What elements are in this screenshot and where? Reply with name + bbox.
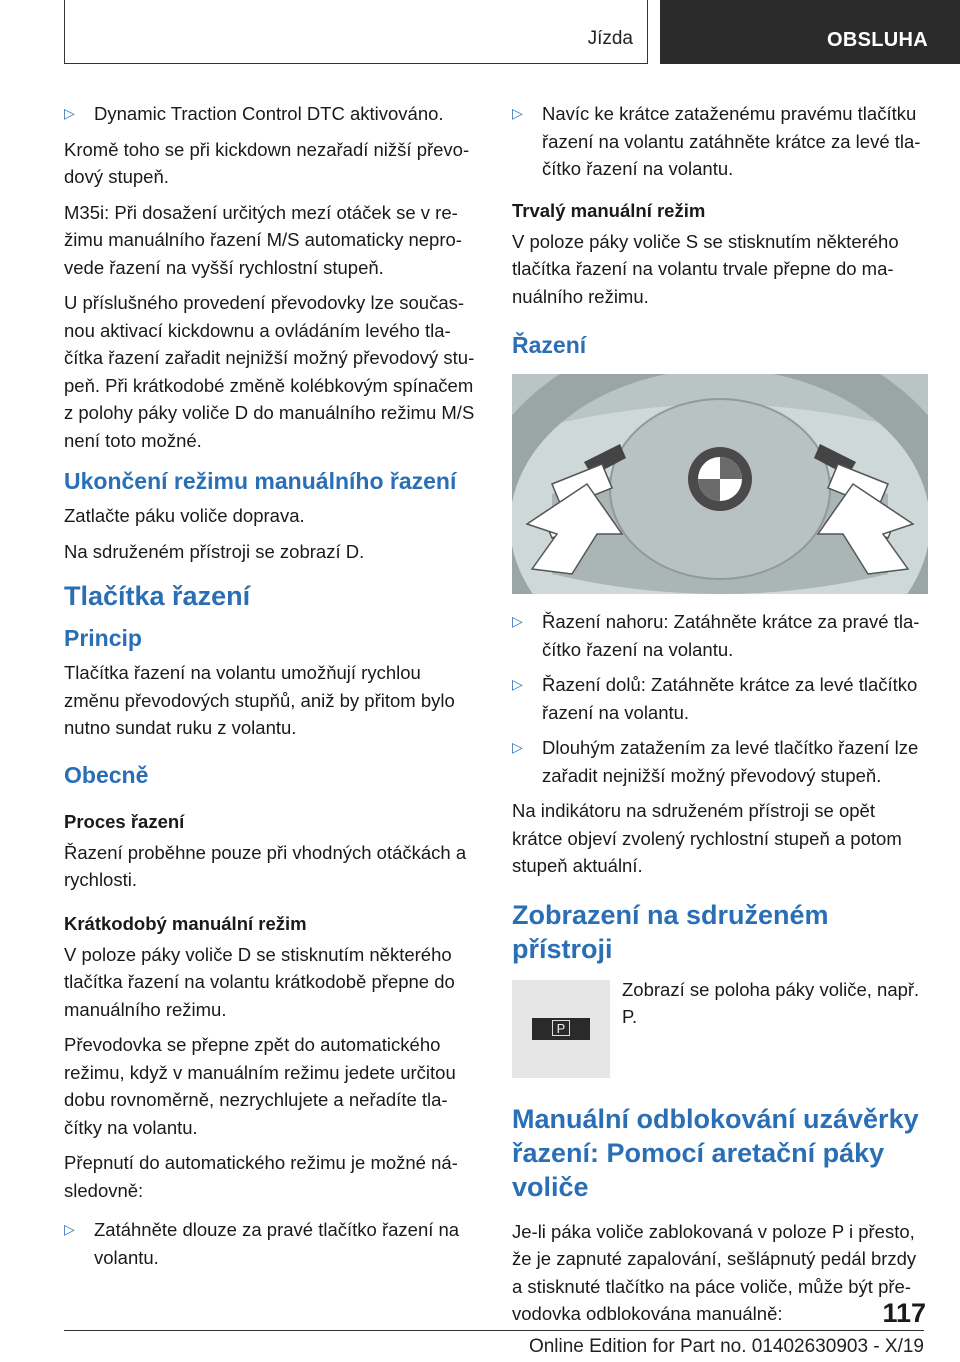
header-chapter-tab: OBSLUHA	[660, 0, 960, 64]
list-item-text: Dlouhým zatažením za levé tlačítko řazení lze zařadit nejnižší možný převodový stupeň.	[542, 737, 919, 786]
footer-edition: Online Edition for Part no. 01402630903 - X/19	[528, 1336, 924, 1357]
paragraph: V poloze páky voliče D se stisknutím některého tlačítka řazení na volantu krátkodobě přepne do manuálního režimu.	[64, 943, 455, 1020]
list-item-text: Navíc ke krátce zataženému pravému tlačítku řazení na volantu zatáhněte krátce za levé tla-čítko řazení na volantu.	[542, 103, 921, 179]
subheading: Trvalý manuální režim	[512, 199, 706, 221]
paragraph: Na indikátoru na sdruženém přístroji se opět krátce objeví zvolený rychlostní stupeň a potom stupeň aktuální.	[512, 800, 902, 876]
chapter-heading: Manuální odblokování uzávěrky řazení: Pomocí aretační páky voliče	[512, 1103, 919, 1202]
display-example	[512, 980, 928, 1078]
section-heading: Řazení	[512, 332, 587, 358]
left-column	[64, 100, 478, 1279]
paragraph: Tlačítka řazení na volantu umožňují rychlou změnu převodových stupňů, aniž by přitom bylo nutno sundat ruku z volantu.	[64, 662, 455, 738]
paragraph: Převodovka se přepne zpět do automatického režimu, když v manuálním režimu jedete určitou dobu rovnoměrně, nezrychlujete a neřadíte tla-čítky na volantu.	[64, 1034, 456, 1138]
list-item	[512, 734, 928, 789]
paragraph: Zobrazí se poloha páky voliče, např. P.	[622, 978, 920, 1027]
triangle-bullet-icon: ▷	[64, 105, 75, 121]
section-heading: Obecně	[64, 761, 149, 788]
display-screen	[532, 1018, 590, 1040]
steering-wheel-paddles-image	[512, 374, 928, 594]
list-item-text: Dynamic Traction Control DTC aktivováno.	[94, 103, 444, 124]
footer-divider	[64, 1330, 924, 1331]
triangle-bullet-icon: ▷	[512, 676, 523, 692]
list-item	[64, 100, 478, 128]
header-section-title: Jízda	[587, 28, 633, 49]
list-item-text: Zatáhněte dlouze za pravé tlačítko řazení na volantu.	[94, 1219, 460, 1268]
right-column	[512, 100, 928, 1336]
chapter-heading: Zobrazení na sdruženém přístroji	[512, 899, 829, 964]
list-item	[512, 608, 928, 663]
page-number: 117	[882, 1298, 926, 1328]
list-item	[512, 671, 928, 726]
list-item-text: Řazení nahoru: Zatáhněte krátce za pravé tla-čítko řazení na volantu.	[542, 611, 920, 660]
header-section-box	[64, 0, 648, 64]
triangle-bullet-icon: ▷	[512, 105, 523, 121]
subheading: Proces řazení	[64, 810, 185, 832]
chapter-heading: Tlačítka řazení	[64, 581, 251, 611]
paragraph: Zatlačte páku voliče doprava.	[64, 505, 305, 526]
triangle-bullet-icon: ▷	[512, 613, 523, 629]
list-item-text: Řazení dolů: Zatáhněte krátce za levé tlačítko řazení na volantu.	[542, 674, 918, 723]
paragraph: Je-li páka voliče zablokovaná v poloze P i přesto, že je zapnuté zapalování, sešlápnutý pedál brzdy a stisknuté tlačítko na páce voliče, může být pře-vodovka odblokována manuálně:	[512, 1220, 917, 1324]
paragraph: V poloze páky voliče S se stisknutím některého tlačítka řazení na volantu trvale přepne do ma-nuálního režimu.	[512, 230, 899, 307]
triangle-bullet-icon: ▷	[64, 1221, 75, 1237]
gear-position-label: P	[552, 1020, 570, 1036]
list-item	[512, 100, 928, 183]
paragraph: Kromě toho se při kickdown nezařadí nižší převo-dový stupeň.	[64, 138, 470, 187]
section-heading: Ukončení režimu manuálního řazení	[64, 468, 457, 494]
triangle-bullet-icon: ▷	[512, 739, 523, 755]
paragraph: U příslušného provedení převodovky lze součas-nou aktivací kickdownu a ovládáním levého tla-čítka řazení zařadit nejnižší možný převodový stu-peň. Při krátkodobé změně kolébkovým spínačem z polohy páky voliče D do manuálního režimu M/S není toto možné.	[64, 292, 475, 451]
paragraph: Přepnutí do automatického režimu je možné ná-sledovně:	[64, 1152, 458, 1201]
paragraph: Na sdruženém přístroji se zobrazí D.	[64, 540, 365, 562]
subheading: Krátkodobý manuální režim	[64, 912, 307, 934]
paragraph: M35i: Při dosažení určitých mezí otáček se v re-žimu manuálního řazení M/S automaticky nepro-vede řazení na vyšší rychlostní stupeň.	[64, 201, 462, 278]
cluster-display-image	[512, 980, 610, 1078]
list-item	[64, 1216, 478, 1271]
section-heading: Princip	[64, 625, 142, 651]
paragraph: Řazení proběhne pouze při vhodných otáčkách a rychlosti.	[64, 841, 467, 890]
